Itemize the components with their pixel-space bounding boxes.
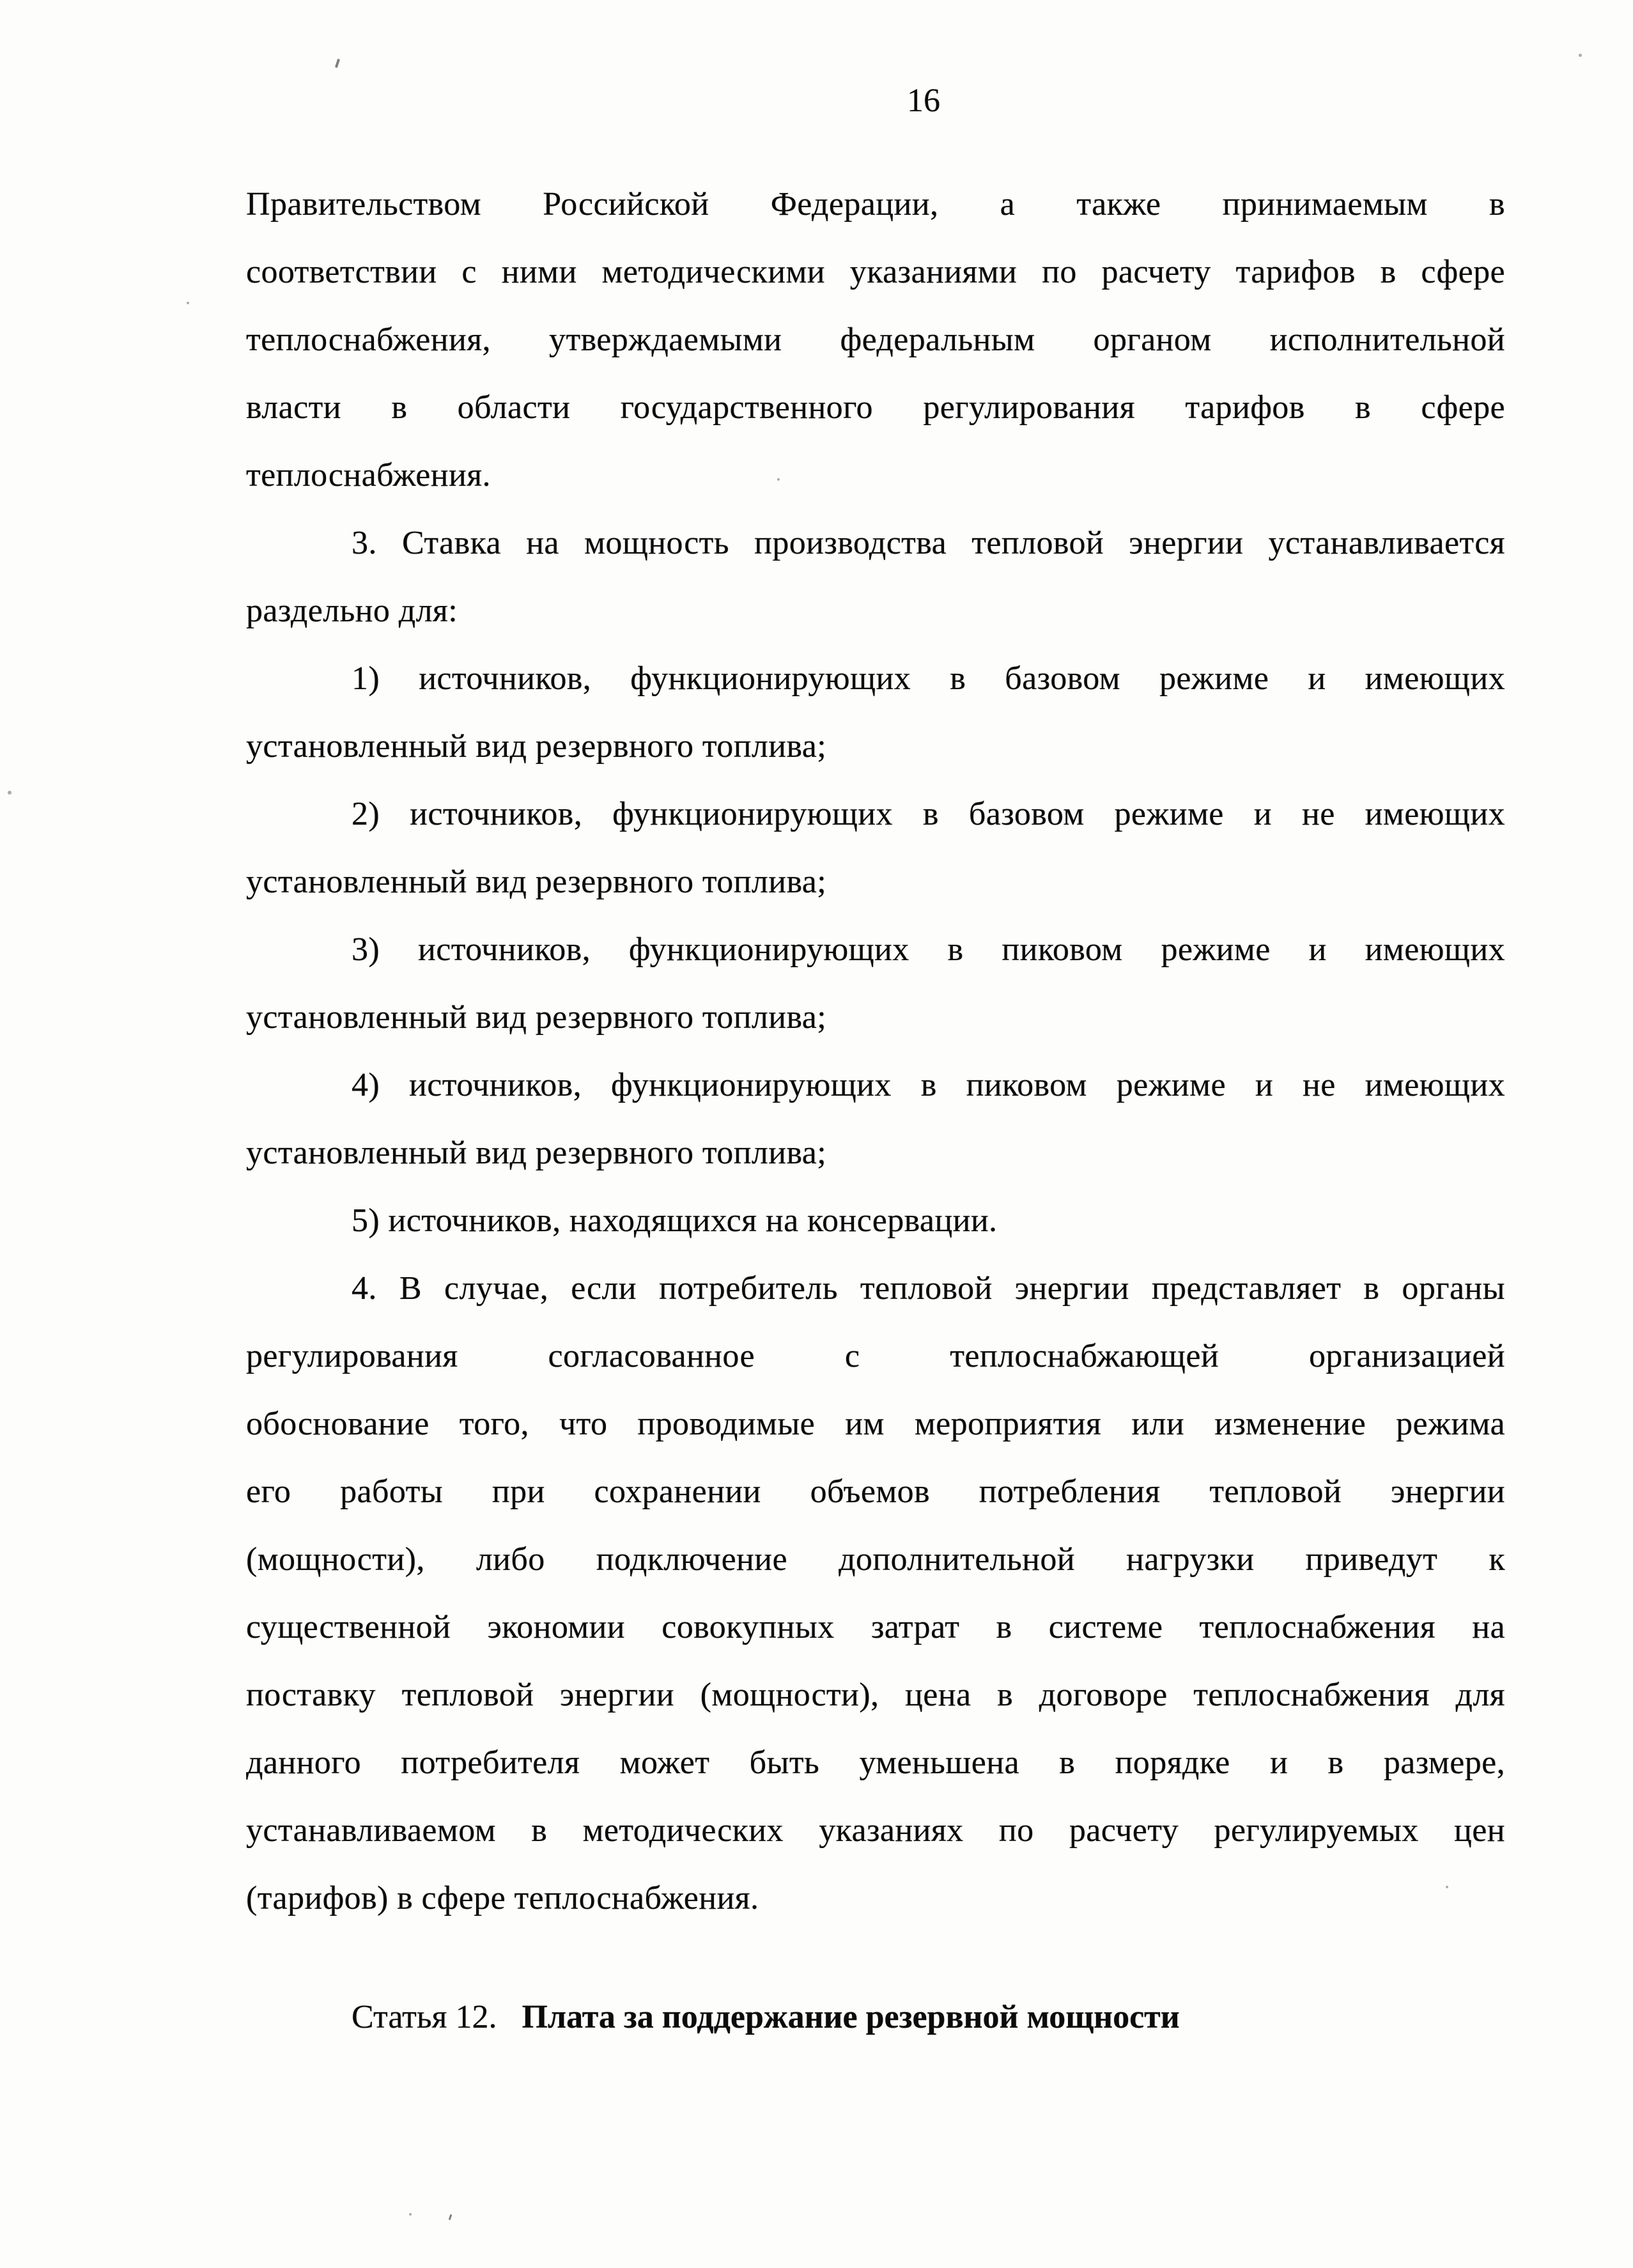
scan-speck (1579, 54, 1582, 57)
text-line: 3. Ставка на мощность производства тепловой энергии устанавливается (352, 525, 1505, 561)
text-line: устанавливаемом в методических указаниях по расчету регулируемых цен (246, 1812, 1505, 1849)
text-line: установленный вид резервного топлива; (246, 1135, 827, 1171)
text-line: регулирования согласованное с теплоснабжающей организацией (246, 1338, 1505, 1374)
scan-speck (409, 2213, 412, 2216)
article-heading (246, 1984, 1505, 2051)
text-line: раздельно для: (246, 593, 458, 629)
text-line: 3) источников, функционирующих в пиковом режиме и имеющих (352, 931, 1505, 968)
scan-speck (777, 478, 780, 481)
text-line: теплоснабжения. (246, 457, 491, 493)
text-block (246, 171, 1505, 1932)
text-line: его работы при сохранении объемов потребления тепловой энергии (246, 1473, 1505, 1510)
article-heading-space (505, 1999, 513, 2035)
text-line: 4. В случае, если потребитель тепловой энергии представляет в органы (352, 1270, 1505, 1307)
text-line: 4) источников, функционирующих в пиковом режиме и не имеющих (352, 1067, 1505, 1103)
text-line: существенной экономии совокупных затрат в системе теплоснабжения на (246, 1609, 1505, 1645)
text-line: власти в области государственного регулирования тарифов в сфере (246, 389, 1505, 426)
text-line: установленный вид резервного топлива; (246, 864, 827, 900)
text-line: соответствии с ними методическими указаниями по расчету тарифов в сфере (246, 254, 1505, 290)
text-line: 1) источников, функционирующих в базовом режиме и имеющих (352, 660, 1505, 697)
text-line: (мощности), либо подключение дополнительной нагрузки приведут к (246, 1541, 1505, 1578)
text-line: поставку тепловой энергии (мощности), цена в договоре теплоснабжения для (246, 1677, 1505, 1713)
text-line: установленный вид резервного топлива; (246, 999, 827, 1036)
scan-speck (187, 302, 189, 304)
article-heading-title: Плата за поддержание резервной мощности (522, 1999, 1180, 2035)
scan-speck (335, 59, 340, 68)
text-line: установленный вид резервного топлива; (246, 728, 827, 765)
text-line: 2) источников, функционирующих в базовом режиме и не имеющих (352, 796, 1505, 832)
scan-speck (8, 791, 12, 795)
text-line: 5) источников, находящихся на консервации. (352, 1202, 998, 1239)
page-number: 16 (907, 82, 940, 119)
article-heading-number: Статья 12. (352, 1999, 497, 2035)
scan-speck (449, 2214, 453, 2220)
text-line: Правительством Российской Федерации, а также принимаемым в (246, 186, 1505, 222)
scan-speck (1446, 1886, 1448, 1888)
text-line: данного потребителя может быть уменьшена в порядке и в размере, (246, 1744, 1505, 1781)
text-line: теплоснабжения, утверждаемыми федеральным органом исполнительной (246, 322, 1505, 358)
text-line: (тарифов) в сфере теплоснабжения. (246, 1880, 759, 1916)
text-line: обоснование того, что проводимые им мероприятия или изменение режима (246, 1406, 1505, 1442)
